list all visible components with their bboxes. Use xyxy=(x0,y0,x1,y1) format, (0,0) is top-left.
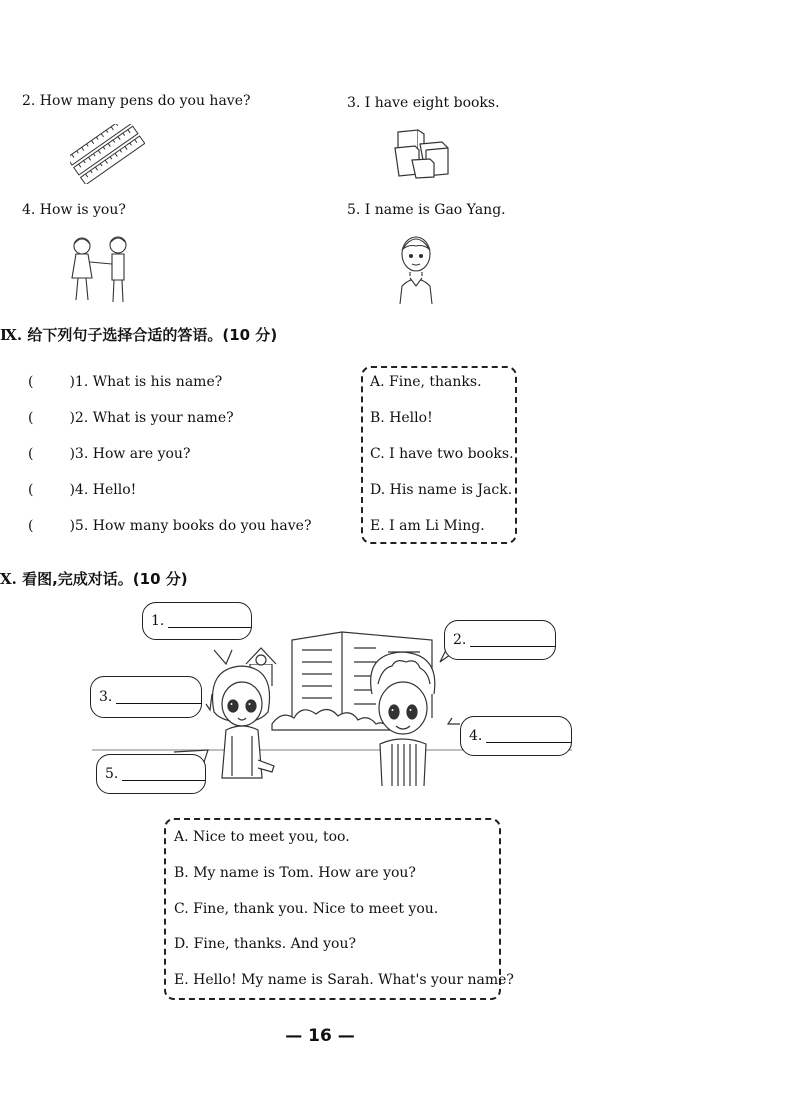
picture-item-4: 4. How is you? xyxy=(22,202,126,218)
question-row: ( )3. How are you? xyxy=(28,446,191,462)
books-illustration xyxy=(392,126,454,182)
answer-blank[interactable] xyxy=(116,691,201,704)
answer-option: D. His name is Jack. xyxy=(370,482,513,498)
dialogue-option: B. My name is Tom. How are you? xyxy=(174,865,416,881)
picture-item-3: 3. I have eight books. xyxy=(347,95,500,111)
answer-blank[interactable] xyxy=(486,730,571,743)
speech-bubble-4: 4. xyxy=(460,716,572,756)
picture-item-5: 5. I name is Gao Yang. xyxy=(347,202,506,218)
section-10-title: Ⅹ. 看图,完成对话。(10 分) xyxy=(0,570,188,588)
handshake-illustration xyxy=(68,234,132,306)
answer-blank[interactable] xyxy=(168,615,251,628)
answer-blank[interactable] xyxy=(470,634,555,647)
speech-bubble-2: 2. xyxy=(444,620,556,660)
dialogue-option: D. Fine, thanks. And you? xyxy=(174,936,356,952)
dialogue-option: A. Nice to meet you, too. xyxy=(174,829,350,845)
answer-option: B. Hello! xyxy=(370,410,433,426)
answer-blank[interactable] xyxy=(122,768,205,781)
page-number: — 16 — xyxy=(285,1026,355,1046)
speech-bubble-5: 5. xyxy=(96,754,206,794)
boy-portrait-illustration xyxy=(396,232,436,306)
dialogue-option: E. Hello! My name is Sarah. What's your name? xyxy=(174,972,514,988)
answer-option: E. I am Li Ming. xyxy=(370,518,485,534)
answer-option: A. Fine, thanks. xyxy=(370,374,482,390)
picture-item-2: 2. How many pens do you have? xyxy=(22,93,251,109)
question-row: ( )4. Hello! xyxy=(28,482,137,498)
speech-bubble-3: 3. xyxy=(90,676,202,718)
question-row: ( )5. How many books do you have? xyxy=(28,518,312,534)
dialogue-option: C. Fine, thank you. Nice to meet you. xyxy=(174,901,439,917)
section-9-title: Ⅸ. 给下列句子选择合适的答语。(10 分) xyxy=(0,326,278,344)
answer-option: C. I have two books. xyxy=(370,446,514,462)
rulers-illustration xyxy=(70,124,145,184)
question-row: ( )1. What is his name? xyxy=(28,374,223,390)
speech-bubble-1: 1. xyxy=(142,602,252,640)
question-row: ( )2. What is your name? xyxy=(28,410,234,426)
